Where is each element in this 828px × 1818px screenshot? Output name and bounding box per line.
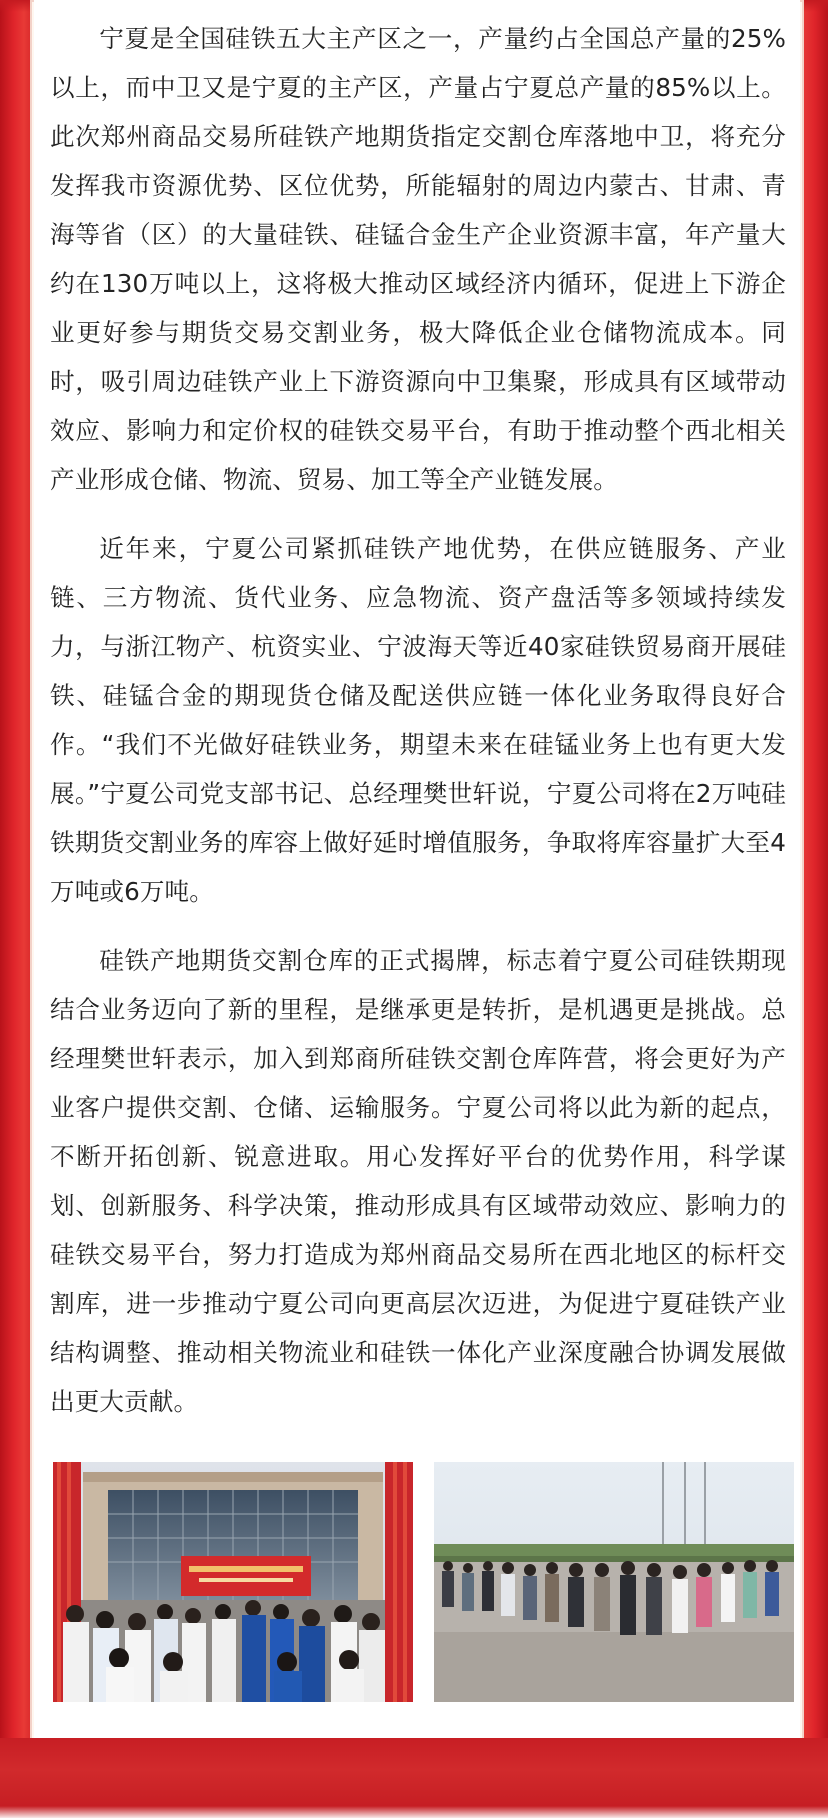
bottom-red-band: [0, 1738, 828, 1818]
article-body: [50, 14, 786, 1446]
photo-row: [53, 1462, 789, 1702]
article-panel-inner: [34, 0, 800, 1740]
group-photo: [434, 1462, 794, 1702]
ceremony-photo: [53, 1462, 413, 1702]
article-paragraph-3: 硅铁产地期货交割仓库的正式揭牌，标志着宁夏公司硅铁期现结合业务迈向了新的里程，是继承更是转折，是机遇更是挑战。总经理樊世轩表示，加入到郑商所硅铁交割仓库阵营，将会更好为产业客户提供交割、仓储、运输服务。宁夏公司将以此为新的起点，不断开拓创新、锐意进取。用心发挥好平台的优势作用，科学谋划、创新服务、科学决策，推动形成具有区域带动效应、影响力的硅铁交易平台，努力打造成为郑州商品交易所在西北地区的标杆交割库，进一步推动宁夏公司向更高层次迈进，为促进宁夏硅铁产业结构调整、推动相关物流业和硅铁一体化产业深度融合协调发展做出更大贡献。: [50, 946, 786, 1416]
article-panel: [30, 0, 804, 1744]
article-paragraph-1: 宁夏是全国硅铁五大主产区之一，产量约占全国总产量的25%以上，而中卫又是宁夏的主产区，产量占宁夏总产量的85%以上。此次郑州商品交易所硅铁产地期货指定交割仓库落地中卫，将充分发挥我市资源优势、区位优势，所能辐射的周边内蒙古、甘肃、青海等省（区）的大量硅铁、硅锰合金生产企业资源丰富，年产量大约在130万吨以上，这将极大推动区域经济内循环，促进上下游企业更好参与期货交易交割业务，极大降低企业仓储物流成本。同时，吸引周边硅铁产业上下游资源向中卫集聚，形成具有区域带动效应、影响力和定价权的硅铁交易平台，有助于推动整个西北相关产业形成仓储、物流、贸易、加工等全产业链发展。: [50, 24, 786, 494]
group-photo-icon: [434, 1462, 794, 1702]
ceremony-photo-icon: [53, 1462, 413, 1702]
article-paragraph-2: 近年来，宁夏公司紧抓硅铁产地优势，在供应链服务、产业链、三方物流、货代业务、应急物流、资产盘活等多领域持续发力，与浙江物产、杭资实业、宁波海天等近40家硅铁贸易商开展硅铁、硅锰合金的期现货仓储及配送供应链一体化业务取得良好合作。“我们不光做好硅铁业务，期望未来在硅锰业务上也有更大发展。”宁夏公司党支部书记、总经理樊世轩说，宁夏公司将在2万吨硅铁期货交割业务的库容上做好延时增值服务，争取将库容量扩大至4万吨或6万吨。: [50, 534, 786, 906]
